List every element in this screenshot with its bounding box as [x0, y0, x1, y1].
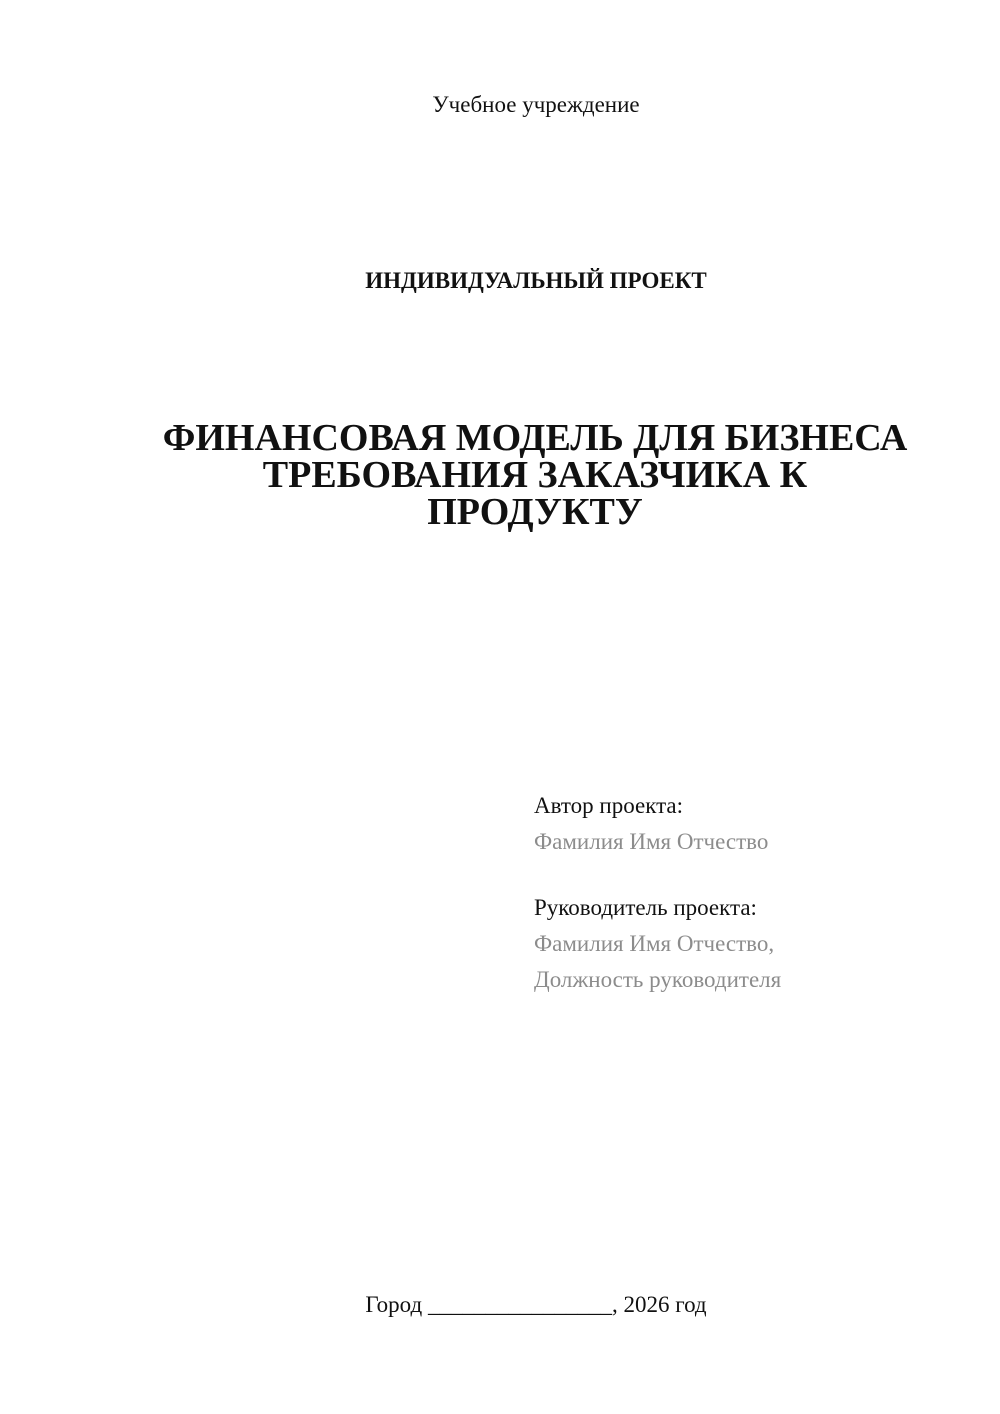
spacer [534, 860, 974, 890]
project-type-heading: ИНДИВИДУАЛЬНЫЙ ПРОЕКТ [365, 268, 707, 293]
year-text: , 2026 год [611, 1292, 707, 1317]
project-title-line-2: ТРЕБОВАНИЯ ЗАКАЗЧИКА К [262, 454, 808, 496]
author-name: Фамилия Имя Отчество [534, 829, 769, 854]
city-blank-line: ________________ [427, 1292, 612, 1317]
author-label: Автор проекта: [534, 793, 683, 818]
project-title-line-1: ФИНАНСОВАЯ МОДЕЛЬ ДЛЯ БИЗНЕСА [162, 417, 908, 459]
authors-info-block [534, 788, 974, 998]
supervisor-position: Должность руководителя [534, 967, 782, 992]
supervisor-label: Руководитель проекта: [534, 895, 757, 920]
project-title [150, 417, 920, 533]
city-label: Город [365, 1292, 423, 1317]
supervisor-name: Фамилия Имя Отчество, [534, 931, 775, 956]
city-year-footer [0, 1290, 1000, 1320]
project-title-line-3: ПРОДУКТУ [427, 491, 643, 533]
institution-name: Учебное учреждение [432, 92, 640, 117]
